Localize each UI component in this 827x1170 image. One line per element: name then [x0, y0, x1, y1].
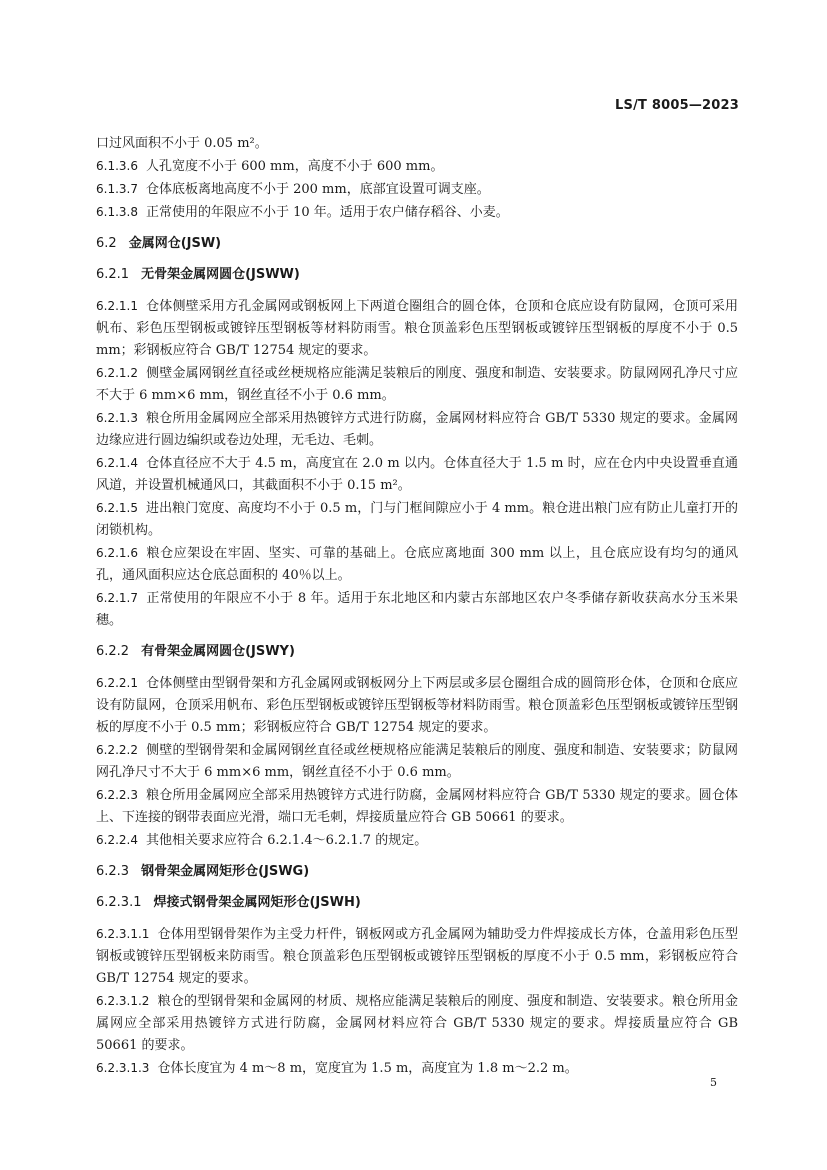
- clause-text: 仓体用型钢骨架作为主受力杆件，钢板网或方孔金属网为辅助受力件焊接成长方体，仓盖用彩色压型钢板或镀锌压型钢板来防雨雪。粮仓顶盖彩色压型钢板或镀锌压型钢板的厚度不小于 0.5 mm，彩钢板应符合 GB/T 12754 规定的要求。: [96, 927, 738, 986]
- clause-text: 进出粮门宽度、高度均不小于 0.5 m，门与门框间隙应小于 4 mm。粮仓进出粮门应有防止儿童打开的闭锁机构。: [96, 501, 738, 538]
- clause-number: 6.2.1.2: [96, 366, 138, 380]
- clause-text: 仓体直径应不大于 4.5 m，高度宜在 2.0 m 以内。仓体直径大于 1.5 m 时，应在仓内中央设置垂直通风道，并设置机械通风口，其截面积不小于 0.15 m²。: [96, 456, 738, 493]
- section-heading-6-2-3: [96, 861, 738, 883]
- clause-text: 粮仓应架设在牢固、坚实、可靠的基础上。仓底应离地面 300 mm 以上，且仓底应设有均匀的通风孔，通风面积应达仓底总面积的 40％以上。: [96, 546, 738, 583]
- clause-text: 侧壁金属网钢丝直径或丝梗规格应能满足装粮后的刚度、强度和制造、安装要求。防鼠网网孔净尺寸应不大于 6 mm×6 mm，钢丝直径不小于 0.6 mm。: [96, 366, 738, 403]
- section-number: 6.2: [96, 236, 117, 251]
- clause-number: 6.2.1.5: [96, 501, 138, 515]
- clause-6-1-3-5-continuation: [96, 133, 738, 155]
- clause-text: 仓体侧壁由型钢骨架和方孔金属网或钢板网分上下两层或多层仓圈组合成的圆筒形仓体，仓顶和仓底应设有防鼠网，仓顶采用帆布、彩色压型钢板或镀锌压型钢板等材料防雨雪。粮仓顶盖彩色压型钢板或镀锌压型钢板的厚度不小于 0.5 mm；彩钢板应符合 GB/T 12754 规定的要求。: [96, 676, 738, 735]
- section-heading-6-2-2: [96, 641, 738, 663]
- clause-number: 6.2.3.1.2: [96, 994, 150, 1008]
- clause-number: 6.1.3.8: [96, 205, 138, 219]
- clause-text: 其他相关要求应符合 6.2.1.4～6.2.1.7 的规定。: [145, 833, 428, 848]
- clause-number: 6.2.2.3: [96, 788, 138, 802]
- section-title: 焊接式钢骨架金属网矩形仓(JSWH): [153, 895, 361, 910]
- standard-code: LS/T 8005—2023: [615, 98, 739, 113]
- clause-text: 粮仓所用金属网应全部采用热镀锌方式进行防腐，金属网材料应符合 GB/T 5330 规定的要求。金属网边缘应进行圆边编织或卷边处理，无毛边、毛刺。: [96, 411, 738, 448]
- clause-text: 正常使用的年限应不小于 8 年。适用于东北地区和内蒙古东部地区农户冬季储存新收获高水分玉米果穗。: [96, 591, 738, 628]
- section-number: 6.2.2: [96, 644, 130, 659]
- clause-text: 仓体长度宜为 4 m～8 m，宽度宜为 1.5 m，高度宜为 1.8 m～2.2 m。: [157, 1061, 578, 1076]
- clause-6-2-2-2: [96, 739, 738, 784]
- clause-number: 6.1.3.7: [96, 182, 138, 196]
- clause-text: 侧壁的型钢骨架和金属网钢丝直径或丝梗规格应能满足装粮后的刚度、强度和制造、安装要求；防鼠网网孔净尺寸不大于 6 mm×6 mm，钢丝直径不小于 0.6 mm。: [96, 743, 738, 780]
- section-title: 金属网仓(JSW): [128, 236, 222, 251]
- clause-number: 6.2.3.1.1: [96, 927, 150, 941]
- clause-text: 粮仓的型钢骨架和金属网的材质、规格应能满足装粮后的刚度、强度和制造、安装要求。粮仓所用金属网应全部采用热镀锌方式进行防腐，金属网材料应符合 GB/T 5330 规定的要求。焊接质量应符合 GB 50661 的要求。: [96, 994, 738, 1053]
- clause-number: 6.2.1.4: [96, 456, 138, 470]
- section-title: 钢骨架金属网矩形仓(JSWG): [141, 864, 310, 879]
- section-title: 无骨架金属网圆仓(JSWW): [141, 267, 300, 282]
- clause-6-2-1-2: [96, 362, 738, 407]
- clause-text: 正常使用的年限应不小于 10 年。适用于农户储存稻谷、小麦。: [145, 205, 509, 220]
- section-number: 6.2.3.1: [96, 895, 142, 910]
- clause-6-2-1-4: [96, 452, 738, 497]
- clause-6-2-1-3: [96, 407, 738, 452]
- clause-6-2-2-3: [96, 784, 738, 829]
- clause-number: 6.2.2.1: [96, 676, 138, 690]
- clause-text: 仓体底板离地高度不小于 200 mm，底部宜设置可调支座。: [145, 182, 490, 197]
- clause-6-1-3-6: [96, 155, 738, 178]
- section-number: 6.2.3: [96, 864, 130, 879]
- clause-text: 粮仓所用金属网应全部采用热镀锌方式进行防腐，金属网材料应符合 GB/T 5330 规定的要求。圆仓体上、下连接的钢带表面应光滑，端口无毛刺，焊接质量应符合 GB 50661 的要求。: [96, 788, 738, 825]
- clause-number: 6.2.1.6: [96, 546, 138, 560]
- clause-number: 6.1.3.6: [96, 159, 138, 173]
- clause-6-2-3-1-1: [96, 923, 738, 990]
- clause-number: 6.2.1.3: [96, 411, 138, 425]
- section-heading-6-2-1: [96, 264, 738, 286]
- clause-number: 6.2.1.1: [96, 299, 138, 313]
- section-title: 有骨架金属网圆仓(JSWY): [141, 644, 295, 659]
- section-heading-6-2-3-1: [96, 892, 738, 914]
- clause-number: 6.2.1.7: [96, 591, 138, 605]
- clause-6-2-2-1: [96, 672, 738, 739]
- clause-text: 仓体侧壁采用方孔金属网或钢板网上下两道仓圈组合的圆仓体，仓顶和仓底应设有防鼠网，仓顶可采用帆布、彩色压型钢板或镀锌压型钢板等材料防雨雪。粮仓顶盖彩色压型钢板或镀锌压型钢板的厚度不小于 0.5 mm；彩钢板应符合 GB/T 12754 规定的要求。: [96, 299, 738, 358]
- clause-6-2-1-1: [96, 295, 738, 362]
- clause-number: 6.2.3.1.3: [96, 1061, 150, 1075]
- clause-number: 6.2.2.4: [96, 833, 138, 847]
- clause-6-2-3-1-3: [96, 1057, 738, 1080]
- clause-6-2-2-4: [96, 829, 738, 852]
- clause-text: 人孔宽度不小于 600 mm，高度不小于 600 mm。: [145, 159, 444, 174]
- section-heading-6-2: [96, 233, 738, 255]
- page-number: 5: [710, 1076, 717, 1089]
- clause-text: 口过风面积不小于 0.05 m²。: [96, 136, 268, 151]
- page-content: [96, 133, 738, 1080]
- clause-6-2-1-5: [96, 497, 738, 542]
- clause-6-2-1-7: [96, 587, 738, 632]
- section-number: 6.2.1: [96, 267, 130, 282]
- clause-6-1-3-8: [96, 201, 738, 224]
- clause-6-1-3-7: [96, 178, 738, 201]
- clause-6-2-3-1-2: [96, 990, 738, 1057]
- clause-6-2-1-6: [96, 542, 738, 587]
- clause-number: 6.2.2.2: [96, 743, 138, 757]
